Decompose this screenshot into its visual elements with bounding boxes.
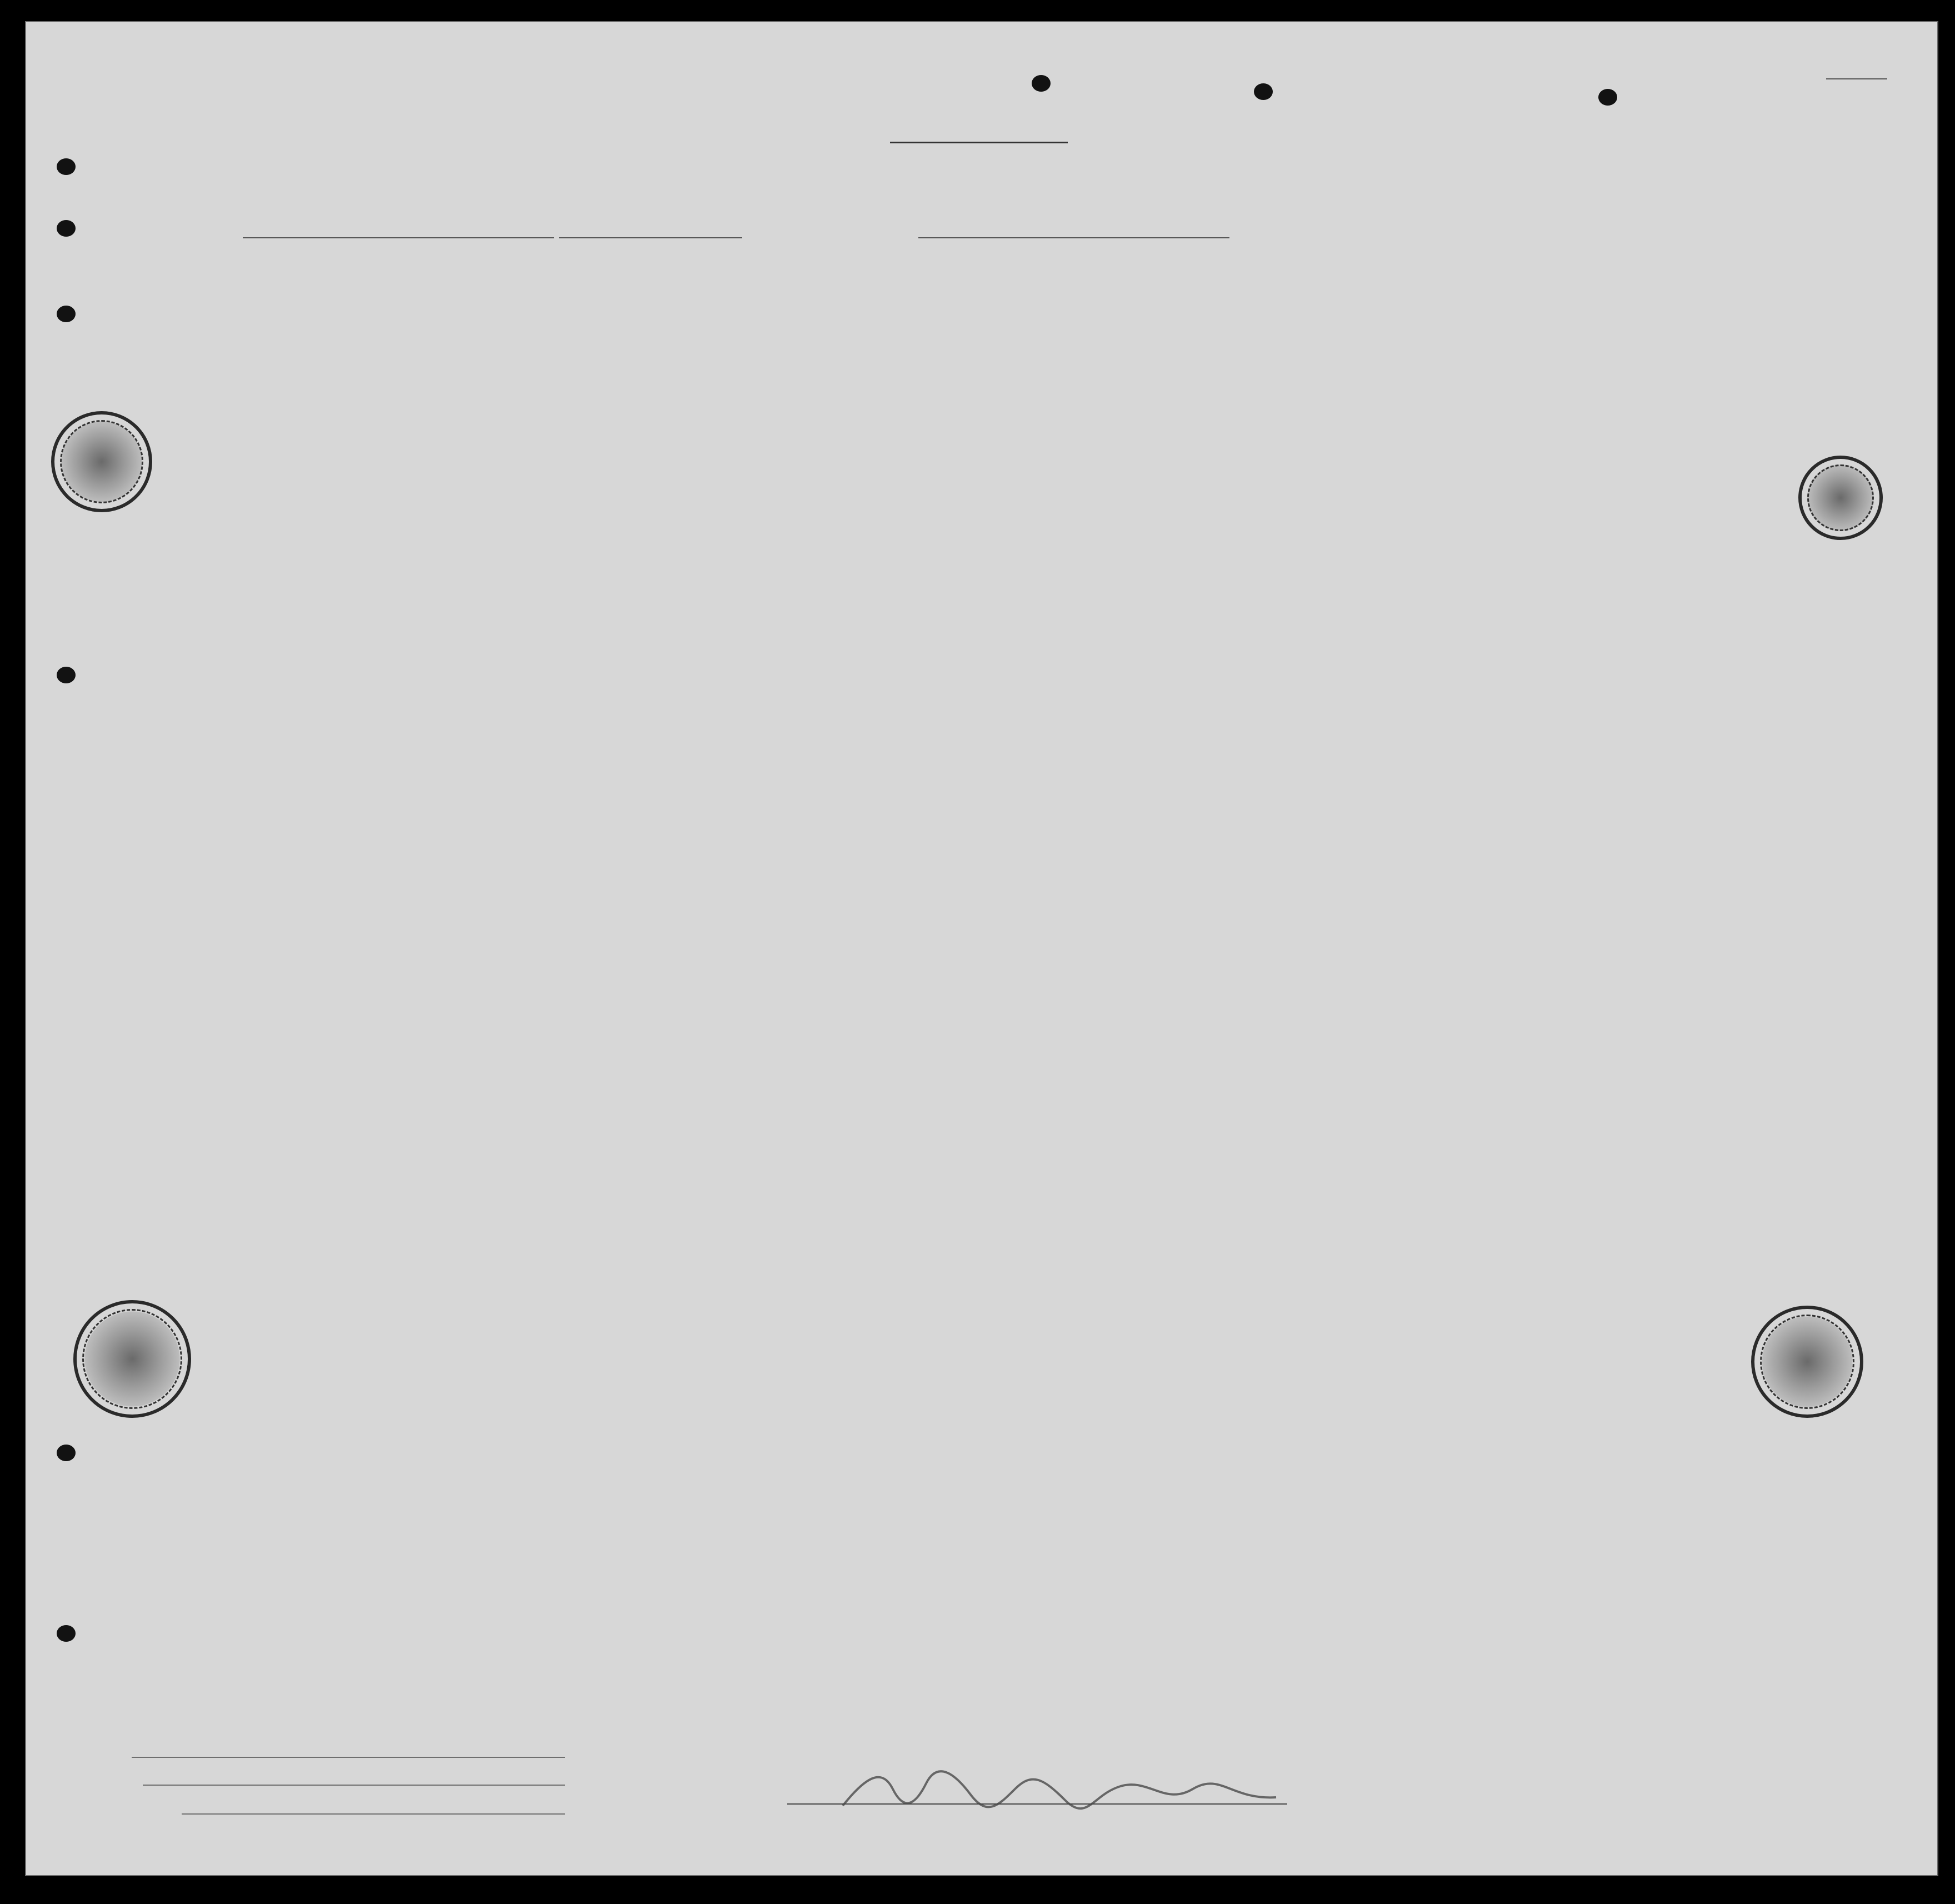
title-rule <box>890 142 1068 143</box>
inspector-rule <box>787 1803 1287 1805</box>
inspector-signature <box>832 1756 1293 1817</box>
consulate-stamp <box>1798 456 1883 540</box>
punch-hole <box>57 1625 76 1642</box>
consulate-stamp <box>73 1300 191 1418</box>
line-rule <box>132 1757 565 1758</box>
punch-hole <box>57 220 76 237</box>
punch-hole <box>57 1445 76 1461</box>
punch-hole <box>57 158 76 175</box>
owners-rule <box>143 1785 565 1786</box>
punch-hole <box>1032 75 1051 92</box>
punch-hole <box>57 306 76 322</box>
manifest-sheet <box>25 21 1938 1876</box>
agents-rule <box>182 1813 565 1815</box>
punch-hole <box>1254 83 1273 100</box>
punch-hole <box>1598 89 1617 106</box>
punch-hole <box>57 667 76 683</box>
arriving-port <box>559 237 742 238</box>
sheet-number-value <box>1826 78 1887 79</box>
consulate-stamp <box>1751 1306 1863 1418</box>
vessel-line <box>243 222 1229 243</box>
vessel-name <box>243 237 554 238</box>
from-port <box>918 237 1229 238</box>
sheet-number <box>1826 67 1887 83</box>
consulate-stamp <box>51 411 152 512</box>
